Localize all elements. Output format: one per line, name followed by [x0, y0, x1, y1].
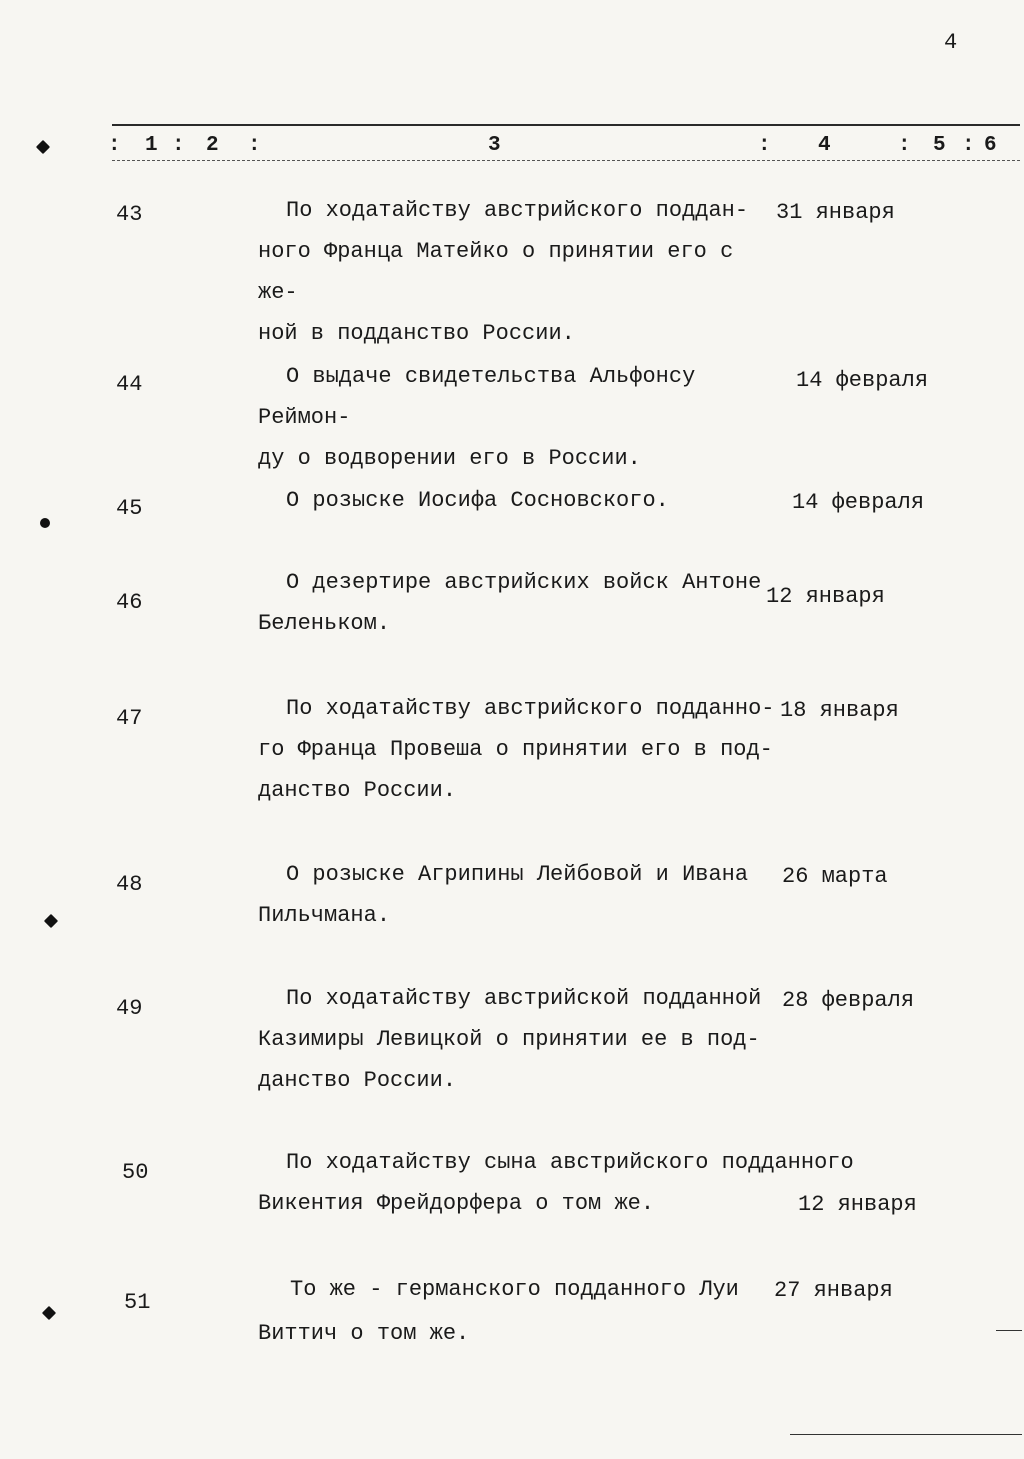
- entry-description: По ходатайству австрийской подданной Казимиры Левицкой о принятии ее в под- данство России.: [258, 986, 762, 1093]
- margin-stroke: [996, 1330, 1022, 1331]
- column-separator: :: [248, 134, 261, 157]
- column-separator: :: [758, 134, 771, 157]
- entry-number: 48: [116, 872, 143, 897]
- column-separator: :: [898, 134, 911, 157]
- column-separator: :: [108, 134, 121, 157]
- header-rule-top: [112, 124, 1020, 126]
- entry-date: 14 февраля: [792, 490, 925, 515]
- entry-description: По ходатайству сына австрийского подданного Викентия Фрейдорфера о том же.: [258, 1150, 854, 1216]
- header-rule-bottom: [112, 160, 1020, 161]
- column-header-1: 1: [145, 134, 158, 157]
- entry-date: 31 января: [776, 200, 895, 225]
- entry-description: О розыске Иосифа Сосновского.: [286, 488, 669, 513]
- entry-date: 26 марта: [782, 864, 888, 889]
- column-separator: :: [962, 134, 975, 157]
- bottom-rule: [790, 1434, 1022, 1435]
- column-header-6: 6: [984, 134, 997, 157]
- entry-date: 18 января: [780, 698, 899, 723]
- entry-description: О розыске Агрипины Лейбовой и Ивана Пильчмана.: [258, 862, 749, 928]
- entry-number: 47: [116, 706, 143, 731]
- column-header-5: 5: [933, 134, 946, 157]
- entry-description: О выдаче свидетельства Альфонсу Реймон- ду о водворении его в России.: [258, 364, 696, 471]
- margin-mark: [42, 1306, 56, 1320]
- entry-description: По ходатайству австрийского поддан- ного Франца Матейко о принятии его с же- ной в подданство России.: [258, 198, 749, 346]
- margin-mark: [36, 140, 50, 154]
- margin-mark: [44, 914, 58, 928]
- entry-number: 51: [124, 1290, 151, 1315]
- entry-date: 28 февраля: [782, 988, 915, 1013]
- column-header-2: 2: [206, 134, 219, 157]
- entry-number: 49: [116, 996, 143, 1021]
- entry-date: 14 февраля: [796, 368, 929, 393]
- entry-number: 50: [122, 1160, 149, 1185]
- entry-number: 44: [116, 372, 143, 397]
- column-header-3: 3: [488, 134, 501, 157]
- entry-number: 46: [116, 590, 143, 615]
- margin-mark: [40, 518, 50, 528]
- entry-description: О дезертире австрийских войск Антоне Беленьком.: [258, 570, 762, 636]
- entry-date: 12 января: [798, 1192, 917, 1217]
- entry-description: То же - германского подданного Луи Виттич о том же.: [258, 1277, 739, 1346]
- column-header-4: 4: [818, 134, 831, 157]
- entry-number: 45: [116, 496, 143, 521]
- page-number: 4: [944, 30, 958, 55]
- entry-description: По ходатайству австрийского подданно- го Франца Провеша о принятии его в под- данство России.: [258, 696, 775, 803]
- entry-number: 43: [116, 202, 143, 227]
- entry-date: 12 января: [766, 584, 885, 609]
- entry-date: 27 января: [774, 1278, 893, 1303]
- column-separator: :: [172, 134, 185, 157]
